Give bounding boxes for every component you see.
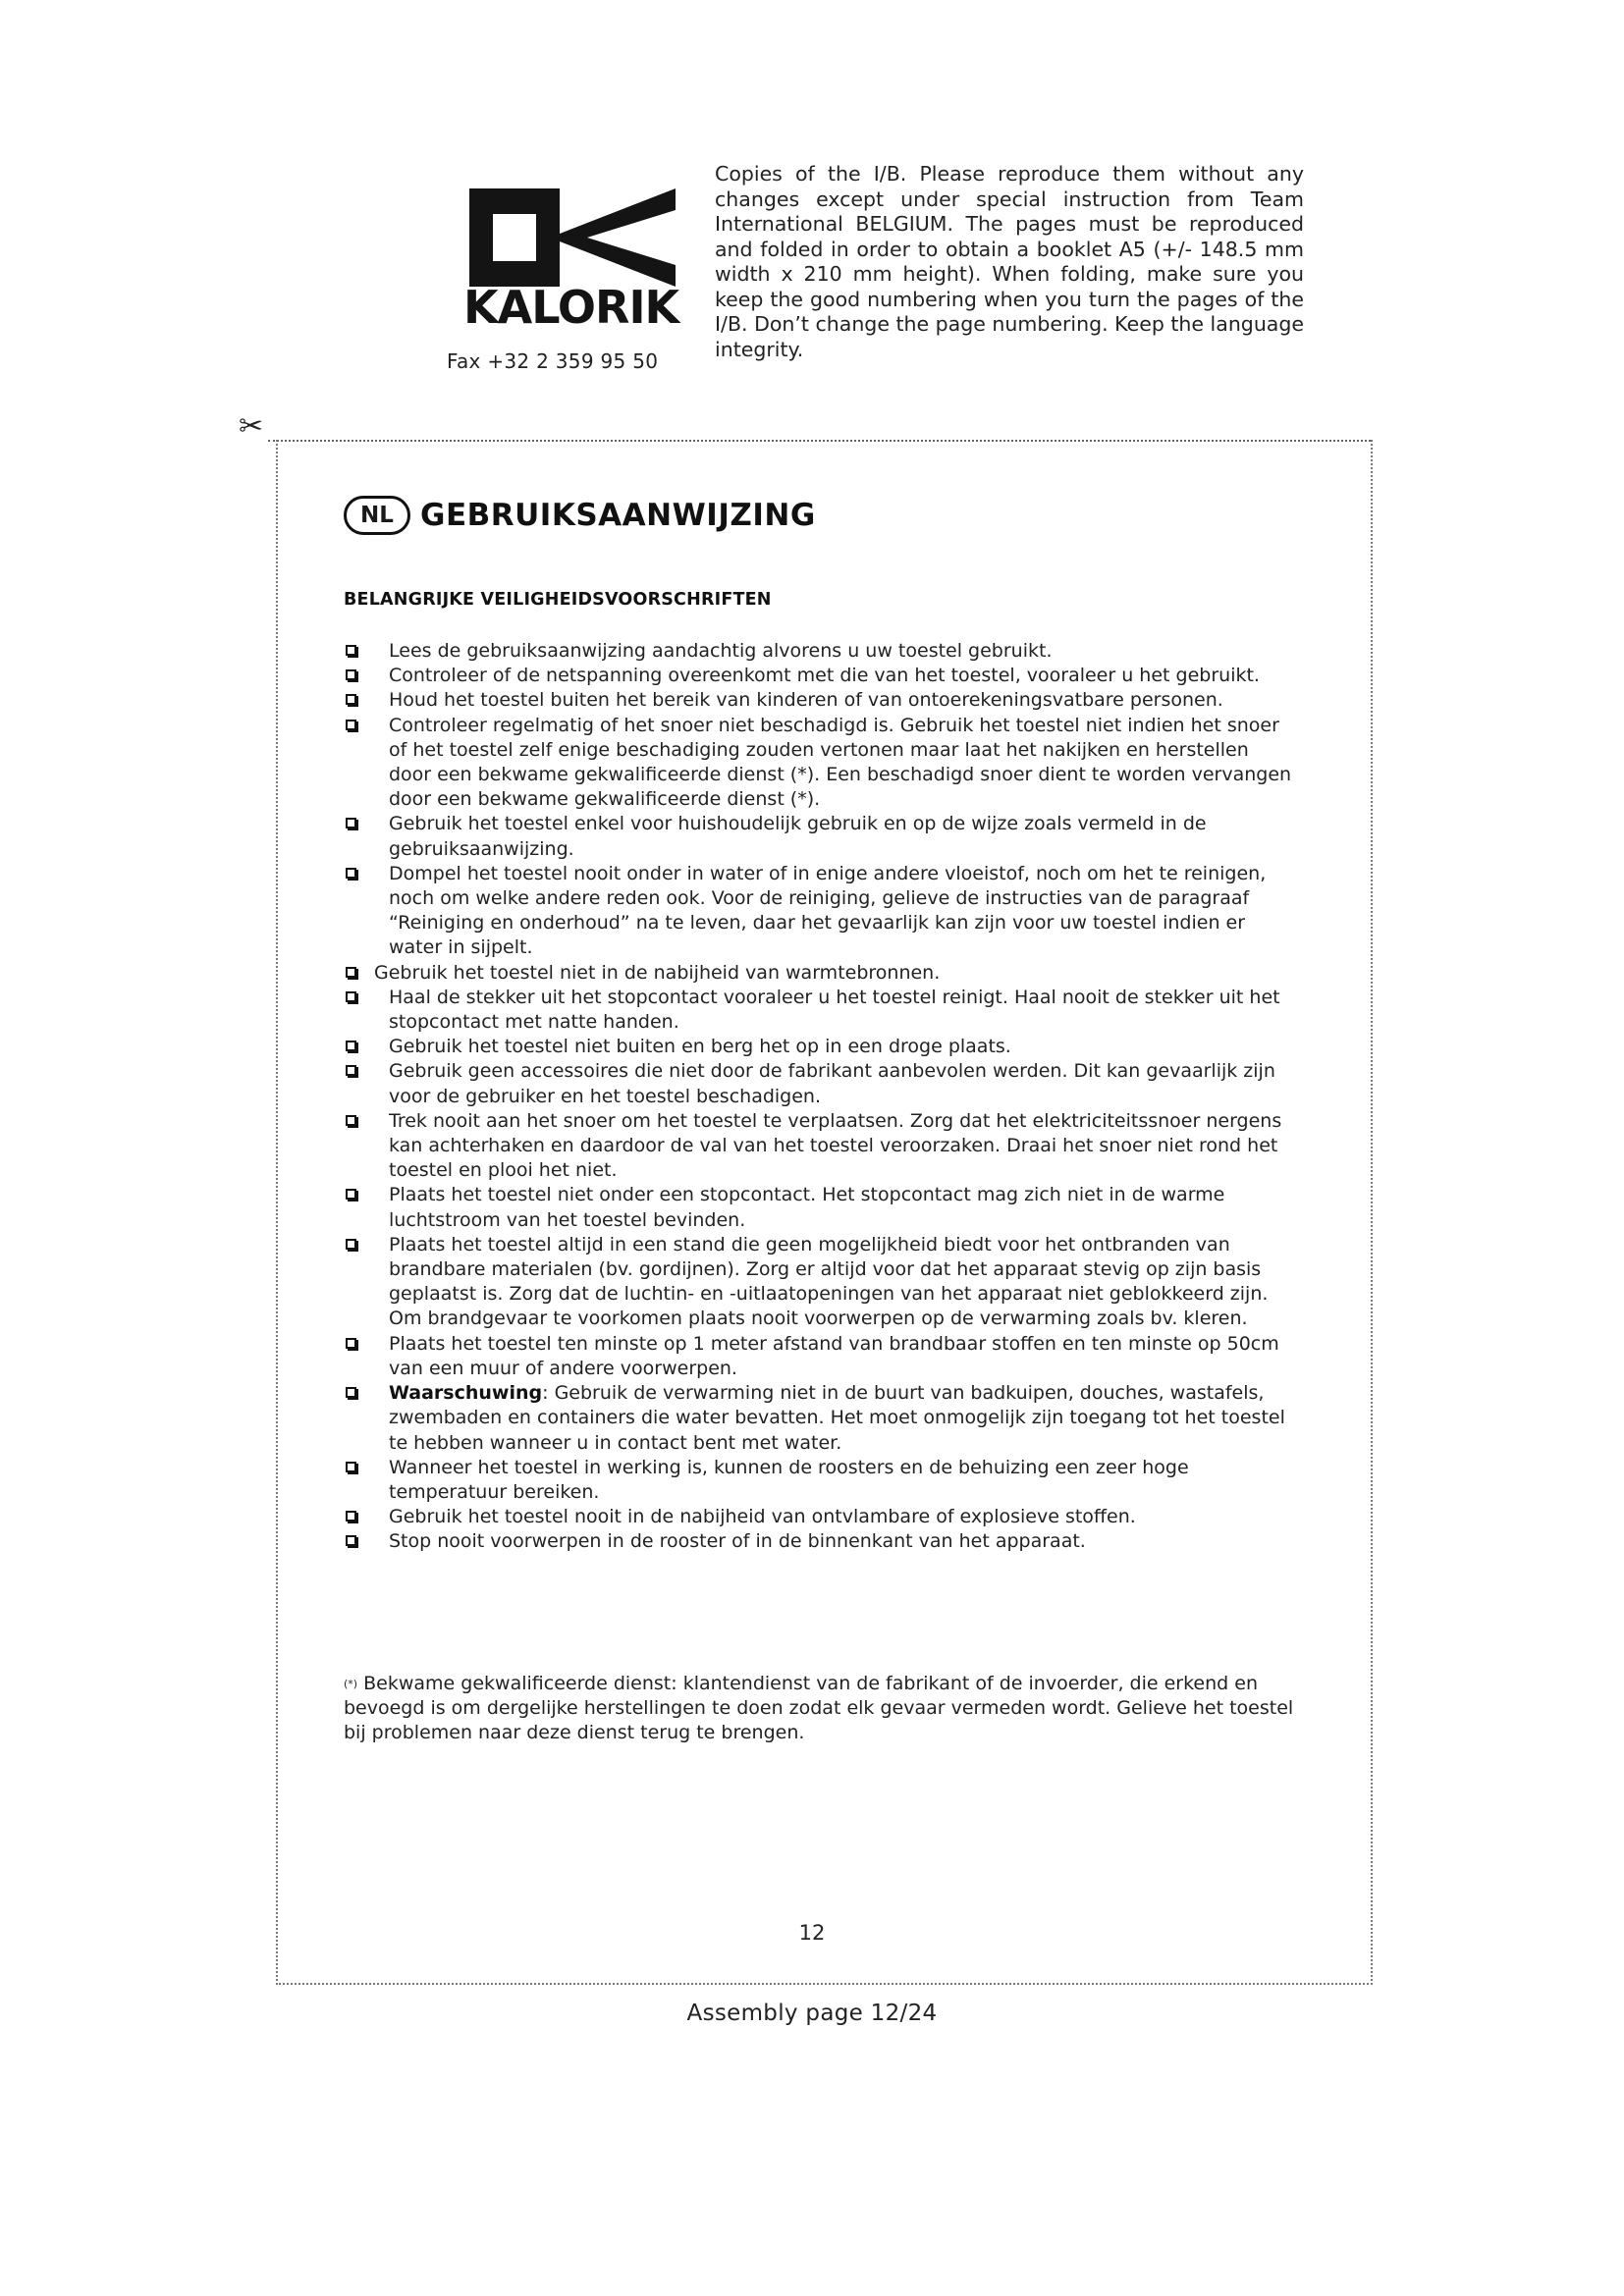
brand-wordmark: KALORIK [463, 281, 679, 334]
checkbox-bullet-icon [346, 1387, 356, 1398]
list-item: Wanneer het toestel in werking is, kunnen de roosters en de behuizing een zeer hoge temperatuur bereiken. [344, 1456, 1296, 1505]
checkbox-bullet-icon [346, 1041, 356, 1051]
checkbox-bullet-icon [346, 1462, 356, 1472]
list-item: Gebruik het toestel enkel voor huishoudelijk gebruik en op de wijze zoals vermeld in de gebruiksaanwijzing. [344, 812, 1296, 861]
assembly-page-label: Assembly page 12/24 [686, 2001, 938, 2026]
language-badge: NL [344, 496, 410, 535]
list-item: Controleer regelmatig of het snoer niet beschadigd is. Gebruik het toestel niet indien het snoer of het toestel zelf enige beschadiging zouden vertonen maar laat het nakijken en herstellen door een bekwame gekwalificeerde dienst (*). Een beschadigd snoer dient te worden vervangen door een bekwame gekwalificeerde dienst (*). [344, 714, 1296, 813]
page-title [344, 496, 816, 535]
section-title: BELANGRIJKE VEILIGHEIDSVOORSCHRIFTEN [344, 590, 772, 610]
checkbox-bullet-icon [346, 1115, 356, 1126]
checkbox-bullet-icon [346, 967, 356, 978]
list-item: Gebruik het toestel niet in de nabijheid van warmtebronnen. [344, 961, 1296, 986]
warning-label: Waarschuwing [389, 1382, 543, 1405]
list-item: Dompel het toestel nooit onder in water of in enige andere vloeistof, noch om het te reinigen, noch om welke andere reden ook. Voor de reiniging, gelieve de instructies van de paragraaf “Reiniging en onderhoud” na te leven, daar het gevaarlijk kan zijn voor uw toestel indien er water in sijpelt. [344, 862, 1296, 961]
list-item: Haal de stekker uit het stopcontact vooraleer u het toestel reinigt. Haal nooit de stekker uit het stopcontact met natte handen. [344, 986, 1296, 1035]
scissors-icon: ✂ [239, 409, 264, 444]
checkbox-bullet-icon [346, 1065, 356, 1076]
fax-number: Fax +32 2 359 95 50 [447, 349, 659, 373]
checkbox-bullet-icon [346, 645, 356, 656]
list-item: Waarschuwing: Gebruik de verwarming niet in de buurt van badkuipen, douches, wastafels, zwembaden en containers die water bevatten. Het moet onmogelijk zijn toegang tot het toestel te hebben wanneer u in contact bent met water. [344, 1381, 1296, 1456]
footnote-mark: (*) [344, 1678, 358, 1690]
checkbox-bullet-icon [346, 868, 356, 879]
manual-title: GEBRUIKSAANWIJZING [420, 498, 816, 533]
list-item: Stop nooit voorwerpen in de rooster of in de binnenkant van het apparaat. [344, 1529, 1296, 1554]
list-item: Plaats het toestel ten minste op 1 meter afstand van brandbaar stoffen en ten minste op 50cm van een muur of andere voorwerpen. [344, 1332, 1296, 1381]
checkbox-bullet-icon [346, 720, 356, 730]
safety-list [344, 639, 1296, 1555]
list-item: Gebruik het toestel niet buiten en berg het op in een droge plaats. [344, 1035, 1296, 1059]
checkbox-bullet-icon [346, 1338, 356, 1349]
list-item: Plaats het toestel niet onder een stopcontact. Het stopcontact mag zich niet in de warme luchtstroom van het toestel bevinden. [344, 1183, 1296, 1232]
list-item: Plaats het toestel altijd in een stand die geen mogelijkheid biedt voor het ontbranden van brandbare materialen (bv. gordijnen). Zorg er altijd voor dat het apparaat stevig op zijn basis geplaatst is. Zorg dat de luchtin- en -uitlaatopeningen van het apparaat niet geblokkeerd zijn. Om brandgevaar te voorkomen plaats nooit voorwerpen op de verwarming zoals bv. kleren. [344, 1233, 1296, 1332]
printing-instructions: Copies of the I/B. Please reproduce them without any changes except under special instruction from Team International BELGIUM. The pages must be reproduced and folded in order to obtain a booklet A5 (+/- 148.5 mm width x 210 mm height). When folding, make sure you keep the good numbering when you turn the pages of the I/B. Don’t change the page numbering. Keep the language integrity. [715, 162, 1304, 361]
checkbox-bullet-icon [346, 1511, 356, 1522]
list-item: Controleer of de netspanning overeenkomt met die van het toestel, vooraleer u het gebruikt. [344, 664, 1296, 688]
checkbox-bullet-icon [346, 694, 356, 705]
checkbox-bullet-icon [346, 991, 356, 1002]
list-item: Trek nooit aan het snoer om het toestel te verplaatsen. Zorg dat het elektriciteitssnoer nergens kan achterhaken en daardoor de val van het toestel veroorzaken. Draai het snoer niet rond het toestel en plooi het niet. [344, 1109, 1296, 1184]
checkbox-bullet-icon [346, 1239, 356, 1250]
list-item: Gebruik geen accessoires die niet door de fabrikant aanbevolen werden. Dit kan gevaarlijk zijn voor de gebruiker en het toestel beschadigen. [344, 1059, 1296, 1108]
checkbox-bullet-icon [346, 818, 356, 828]
footnote [344, 1672, 1301, 1746]
checkbox-bullet-icon [346, 1189, 356, 1200]
page-number: 12 [798, 1921, 826, 1945]
footnote-text: Bekwame gekwalificeerde dienst: klantendienst van de fabrikant of de invoerder, die erkend en bevoegd is om dergelijke herstellingen te doen zodat elk gevaar vermeden wordt. Gelieve het toestel bij problemen naar deze dienst terug te brengen. [344, 1673, 1294, 1744]
list-item: Houd het toestel buiten het bereik van kinderen of van ontoerekeningsvatbare personen. [344, 688, 1296, 713]
list-item: Lees de gebruiksaanwijzing aandachtig alvorens u uw toestel gebruikt. [344, 639, 1296, 664]
list-item: Gebruik het toestel nooit in de nabijheid van ontvlambare of explosieve stoffen. [344, 1505, 1296, 1529]
checkbox-bullet-icon [346, 1535, 356, 1546]
checkbox-bullet-icon [346, 669, 356, 680]
